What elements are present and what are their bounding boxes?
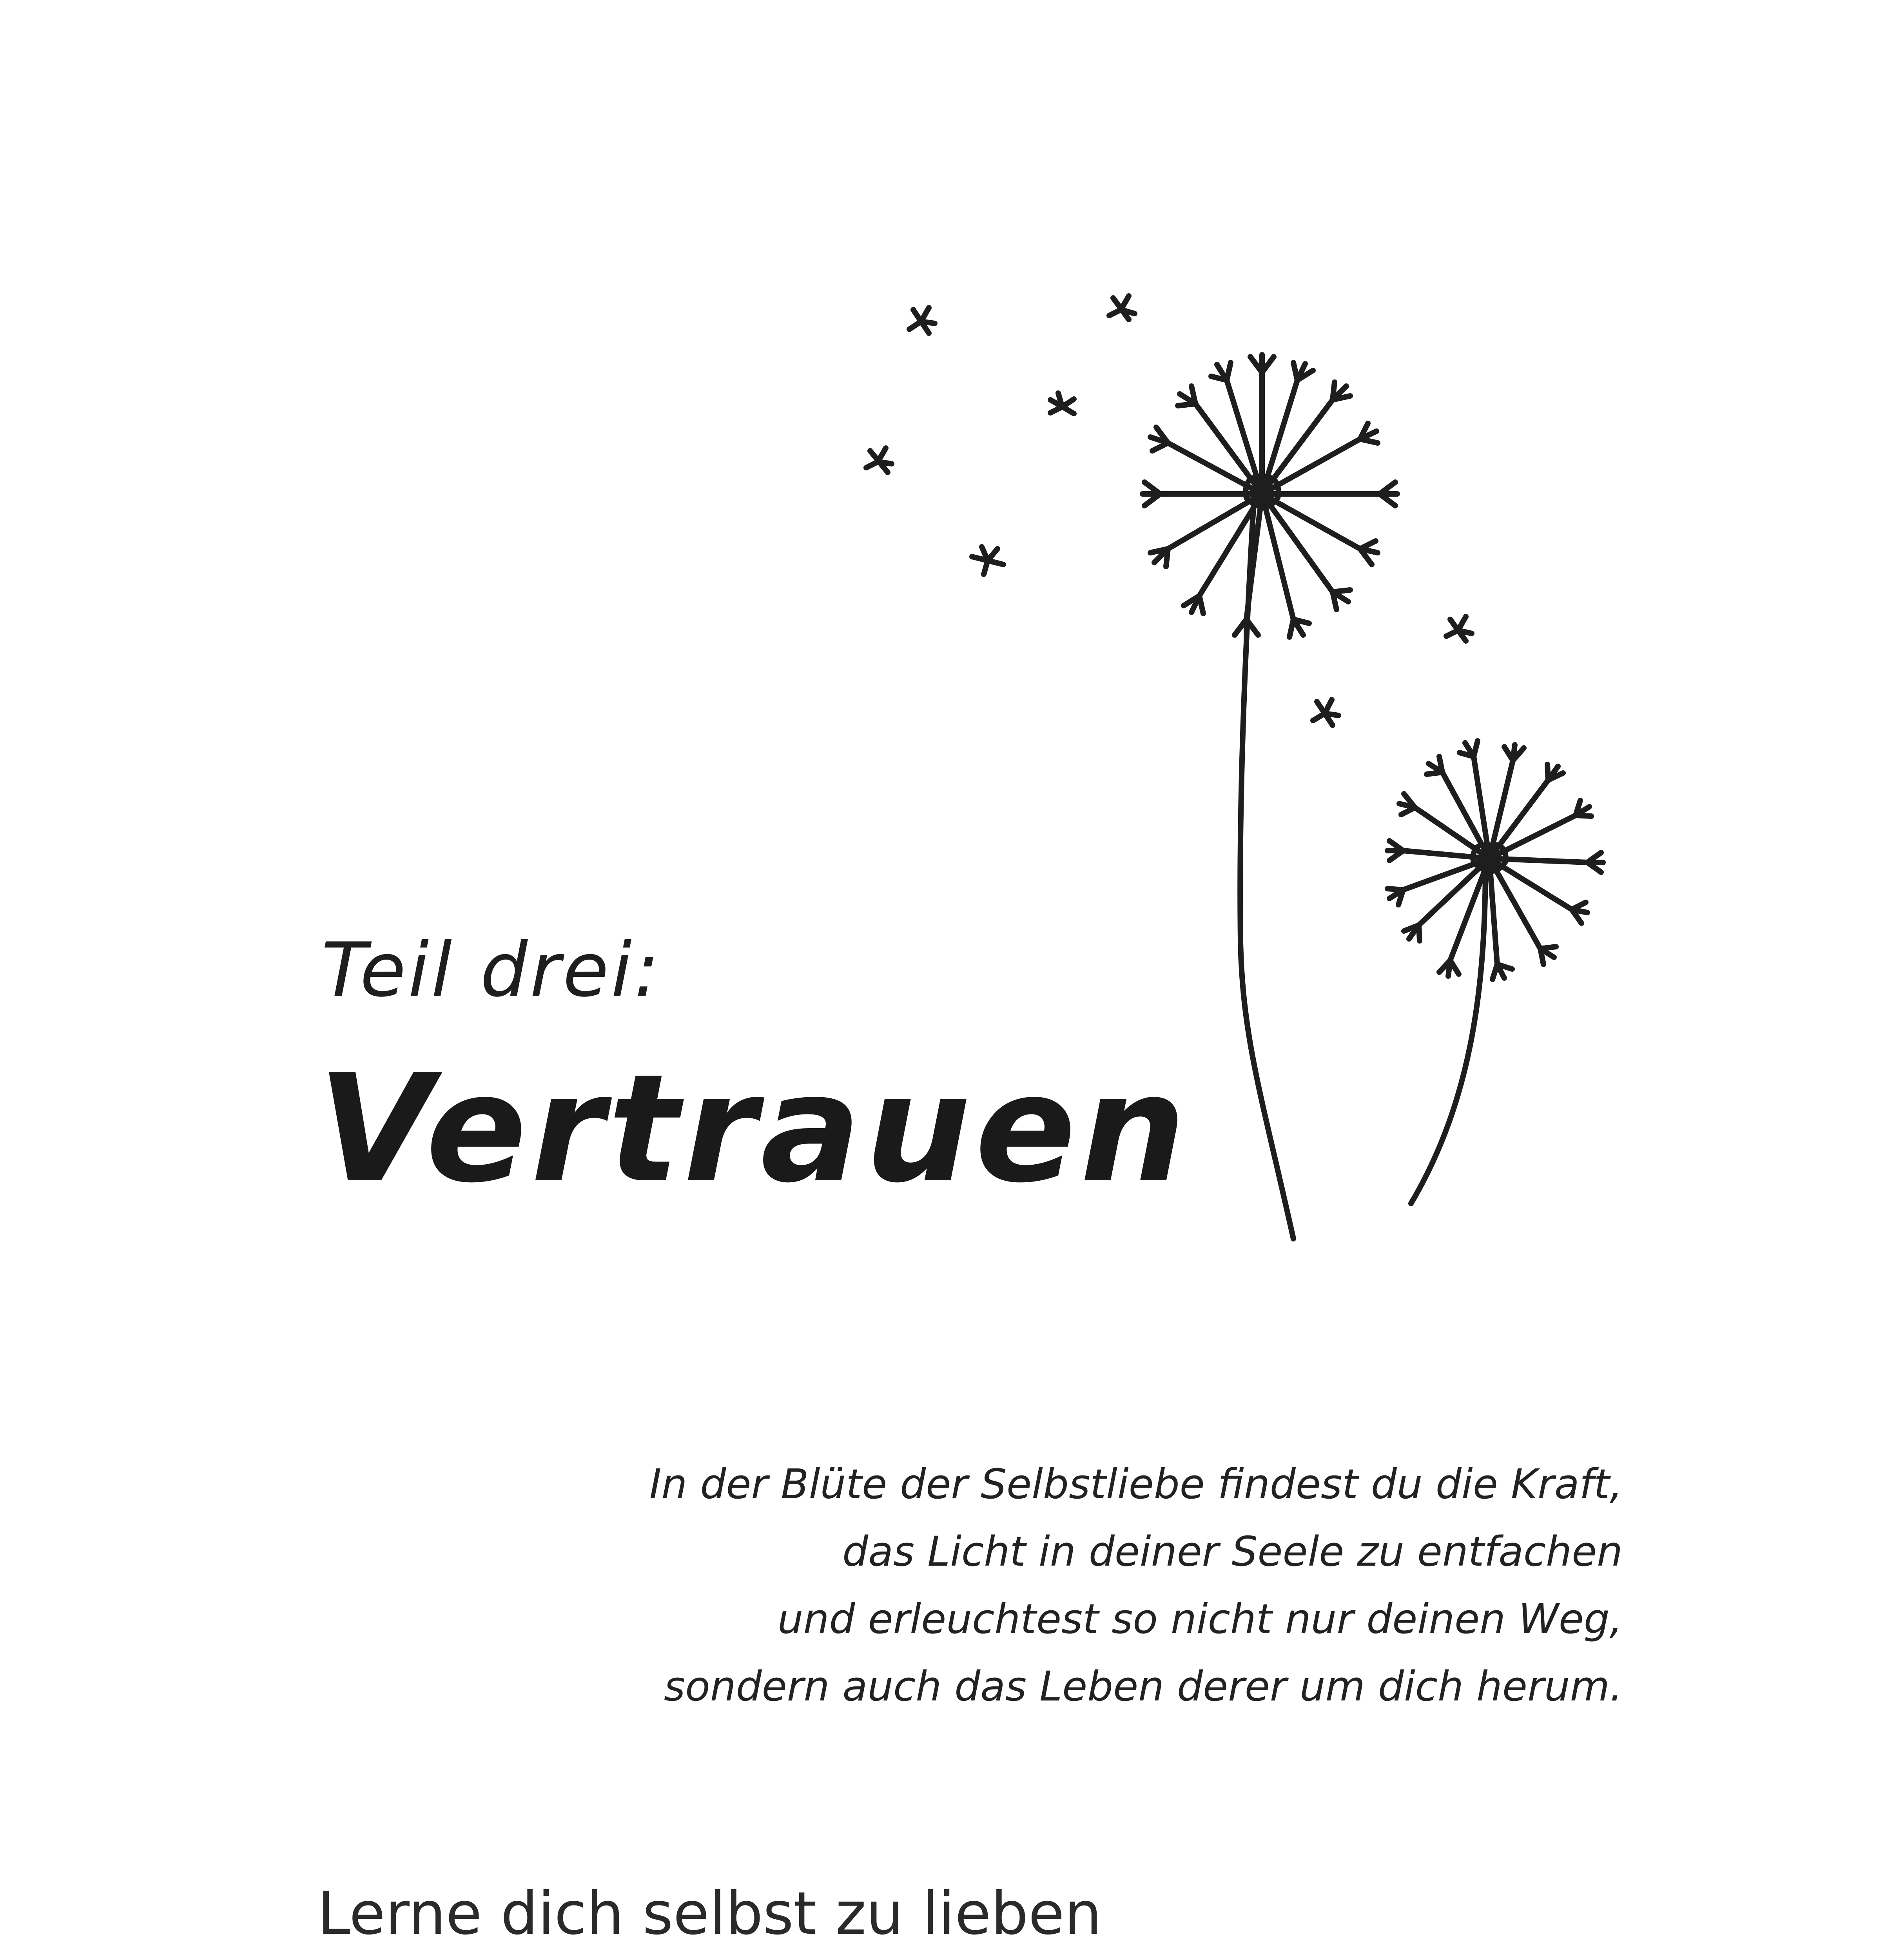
floating-seeds [866,296,1472,725]
motto-quote [510,1450,1623,1720]
motto-line: das Licht in deiner Seele zu entfachen [842,1528,1623,1575]
small-dandelion-stem [1411,862,1485,1203]
small-dandelion-head [1387,741,1603,979]
part-label: Teil drei: [321,927,662,1013]
motto-line: sondern auch das Leben derer um dich herum. [664,1662,1623,1710]
section-heading: Lerne dich selbst zu lieben [317,1880,1102,1948]
motto-line: In der Blüte der Selbstliebe findest du die Kraft, [649,1460,1623,1508]
part-title: Vertrauen [317,1042,1190,1216]
motto-line: und erleuchtest so nicht nur deinen Weg, [777,1595,1623,1643]
dandelion-illustration-icon [823,274,1646,1254]
large-dandelion-head [1143,355,1397,637]
